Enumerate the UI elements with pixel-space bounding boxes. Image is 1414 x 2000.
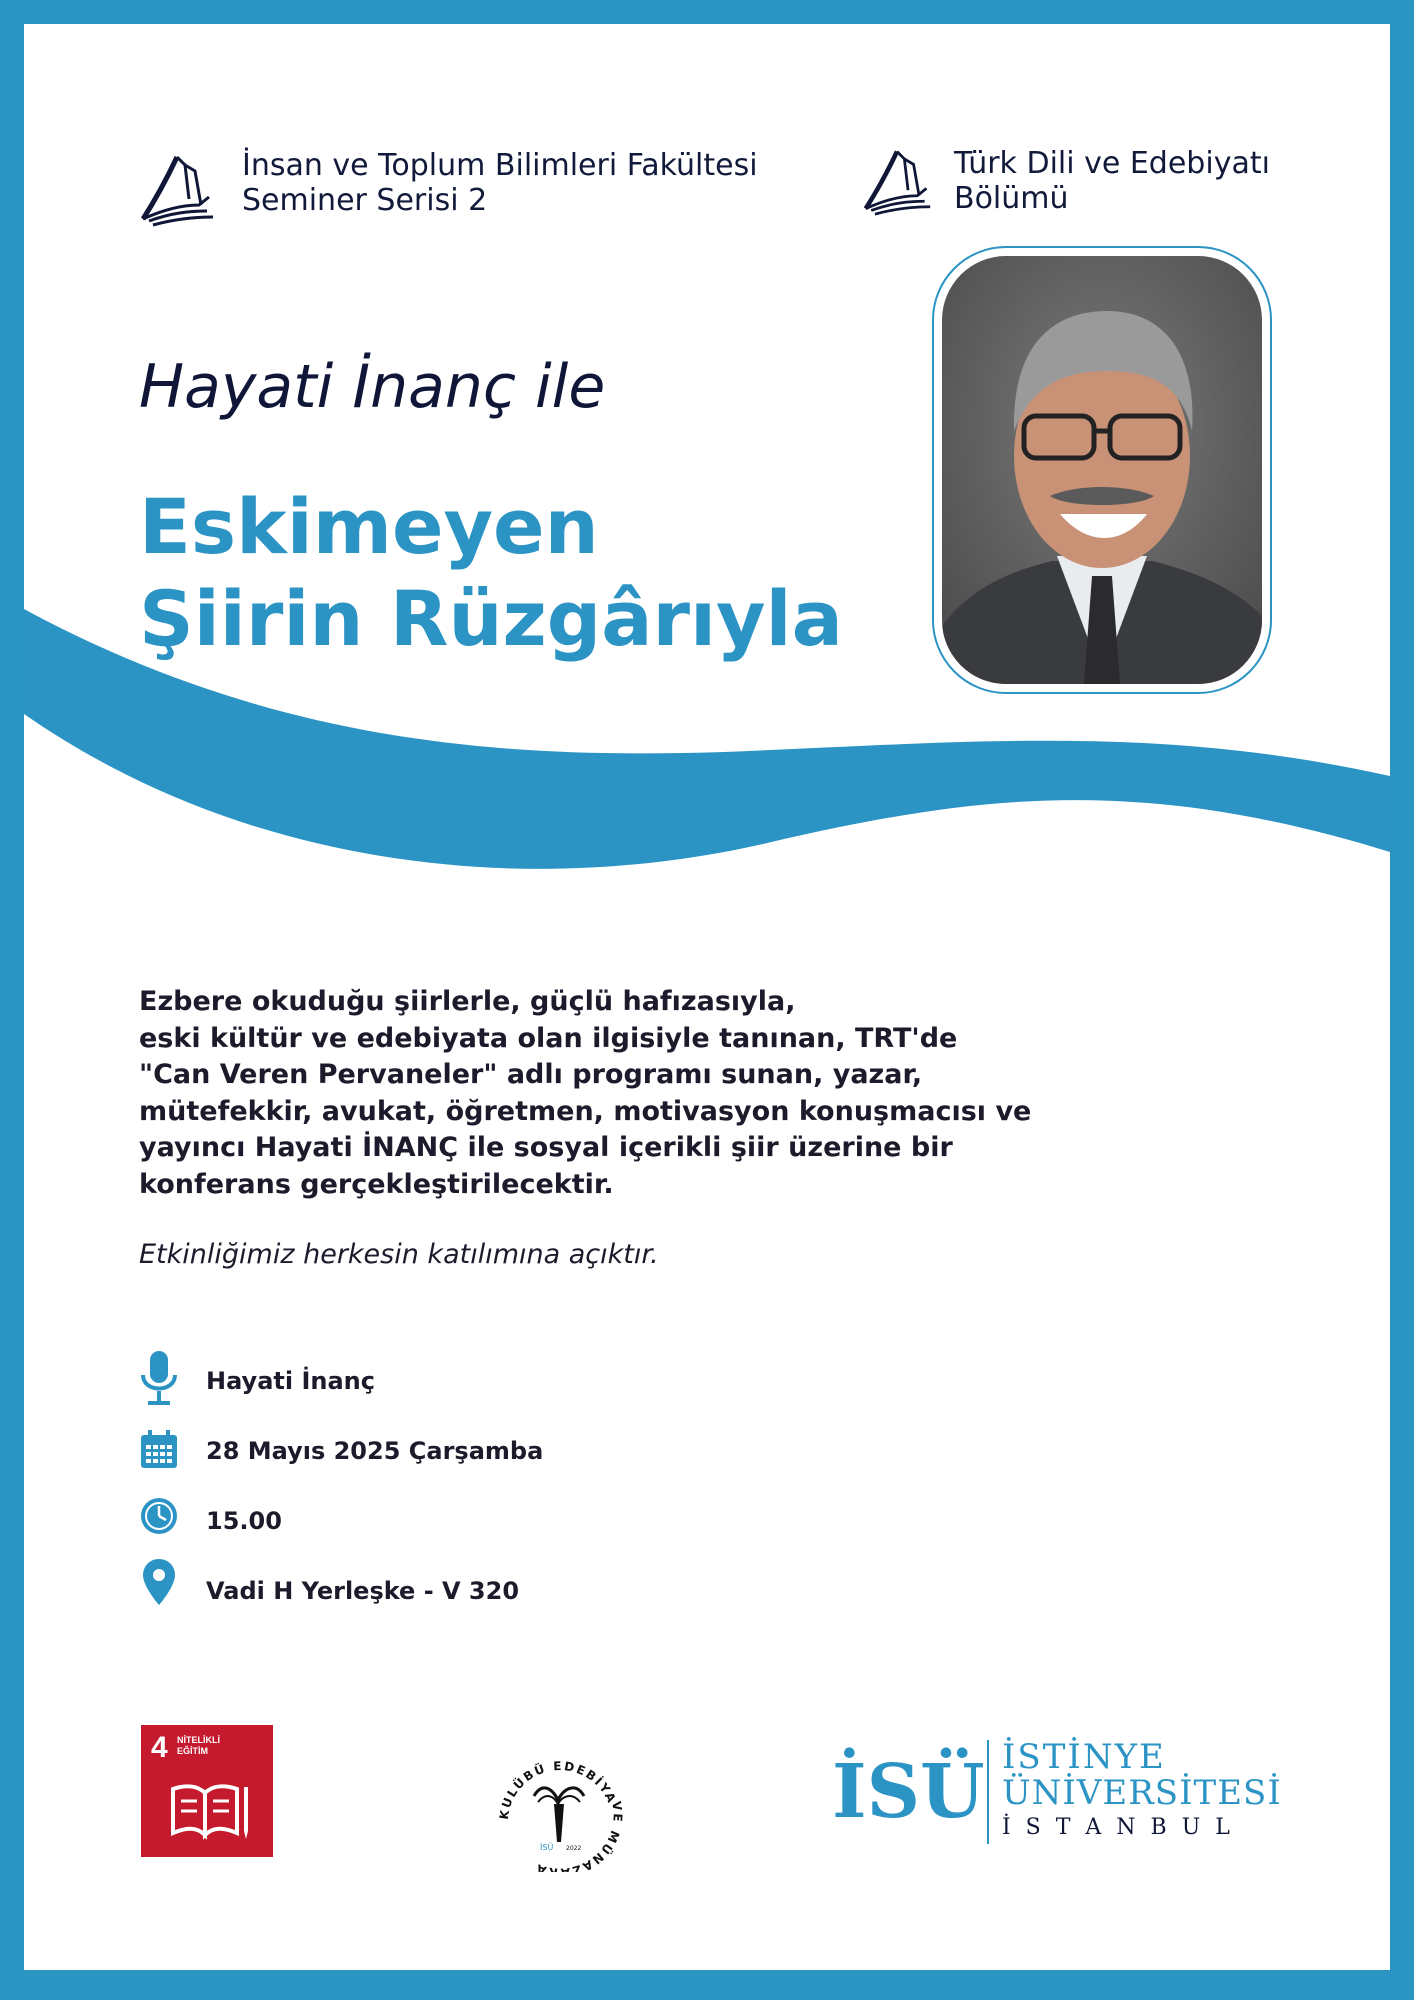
event-title-line2: Şiirin Rüzgârıyla xyxy=(139,574,843,663)
isu-name-line1: İSTİNYE xyxy=(1002,1737,1166,1777)
event-subtitle: Hayati İnanç ile xyxy=(139,352,606,422)
calendar-icon xyxy=(139,1430,179,1475)
sdg-label-line1: NİTELİKLİ xyxy=(177,1735,220,1745)
club-small-label: İSÜ xyxy=(540,1843,554,1852)
event-date: 28 Mayıs 2025 Çarşamba xyxy=(206,1437,544,1465)
clock-icon xyxy=(139,1496,179,1541)
location-pin-icon xyxy=(141,1557,177,1612)
isu-abbreviation: İSÜ xyxy=(832,1749,985,1835)
isu-name-line2: ÜNİVERSİTESİ xyxy=(1002,1773,1282,1813)
department-header xyxy=(954,146,1294,216)
description-line: eski kültür ve edebiyata olan ilgisiyle tanınan, TRT'de xyxy=(139,1022,958,1054)
department-suffix: Bölümü xyxy=(954,181,1069,216)
faculty-header xyxy=(242,148,822,218)
seminar-series: Seminer Serisi 2 xyxy=(242,183,488,218)
description-line: mütefekkir, avukat, öğretmen, motivasyon konuşmacısı ve xyxy=(139,1095,1032,1127)
speaker-name: Hayati İnanç xyxy=(206,1367,375,1395)
description-line: konferans gerçekleştirilecektir. xyxy=(139,1168,614,1200)
event-location: Vadi H Yerleşke - V 320 xyxy=(206,1577,520,1605)
description-line: Ezbere okuduğu şiirlerle, güçlü hafızasıyla, xyxy=(139,986,796,1017)
open-book-icon xyxy=(167,1779,251,1843)
department-logo-icon xyxy=(862,144,932,223)
event-time: 15.00 xyxy=(206,1507,282,1535)
open-to-all-note: Etkinliğimiz herkesin katılımına açıktır. xyxy=(139,1239,659,1270)
literature-club-seal xyxy=(488,1730,630,1872)
description-line: "Can Veren Pervaneler" adlı programı sunan, yazar, xyxy=(139,1059,923,1090)
sdg-label xyxy=(177,1735,220,1757)
club-arc-bottom: VE MÜNAZ A xyxy=(532,1800,625,1872)
logo-divider xyxy=(987,1740,989,1844)
poster xyxy=(24,24,1390,1970)
club-arc-top: KULÜBÜ EDEBİYA xyxy=(496,1759,619,1821)
svg-text:VE MÜNAZARA xyxy=(533,1800,625,1872)
sdg-number: 4 xyxy=(151,1731,168,1764)
sdg-label-line2: EĞİTİM xyxy=(177,1746,208,1756)
event-title-line1: Eskimeyen xyxy=(139,482,599,571)
department-name: Türk Dili ve Edebiyatı xyxy=(954,146,1270,181)
speaker-photo xyxy=(942,256,1262,684)
istinye-university-logo xyxy=(832,1738,1292,1848)
speaker-photo-frame xyxy=(932,246,1272,694)
isu-name-line3: İ S T A N B U L xyxy=(1002,1815,1234,1840)
event-description xyxy=(139,984,1039,1203)
microphone-icon xyxy=(139,1349,179,1412)
description-line: yayıncı Hayati İNANÇ ile sosyal içerikli şiir üzerine bir xyxy=(139,1132,953,1163)
faculty-name: İnsan ve Toplum Bilimleri Fakültesi xyxy=(242,148,758,183)
svg-text:KULÜBÜ EDEBİYAT xyxy=(488,1730,619,1820)
club-year: 2022 xyxy=(566,1845,582,1852)
sdg-4-badge xyxy=(141,1725,273,1857)
faculty-logo-icon xyxy=(139,149,215,234)
event-title xyxy=(139,481,859,665)
